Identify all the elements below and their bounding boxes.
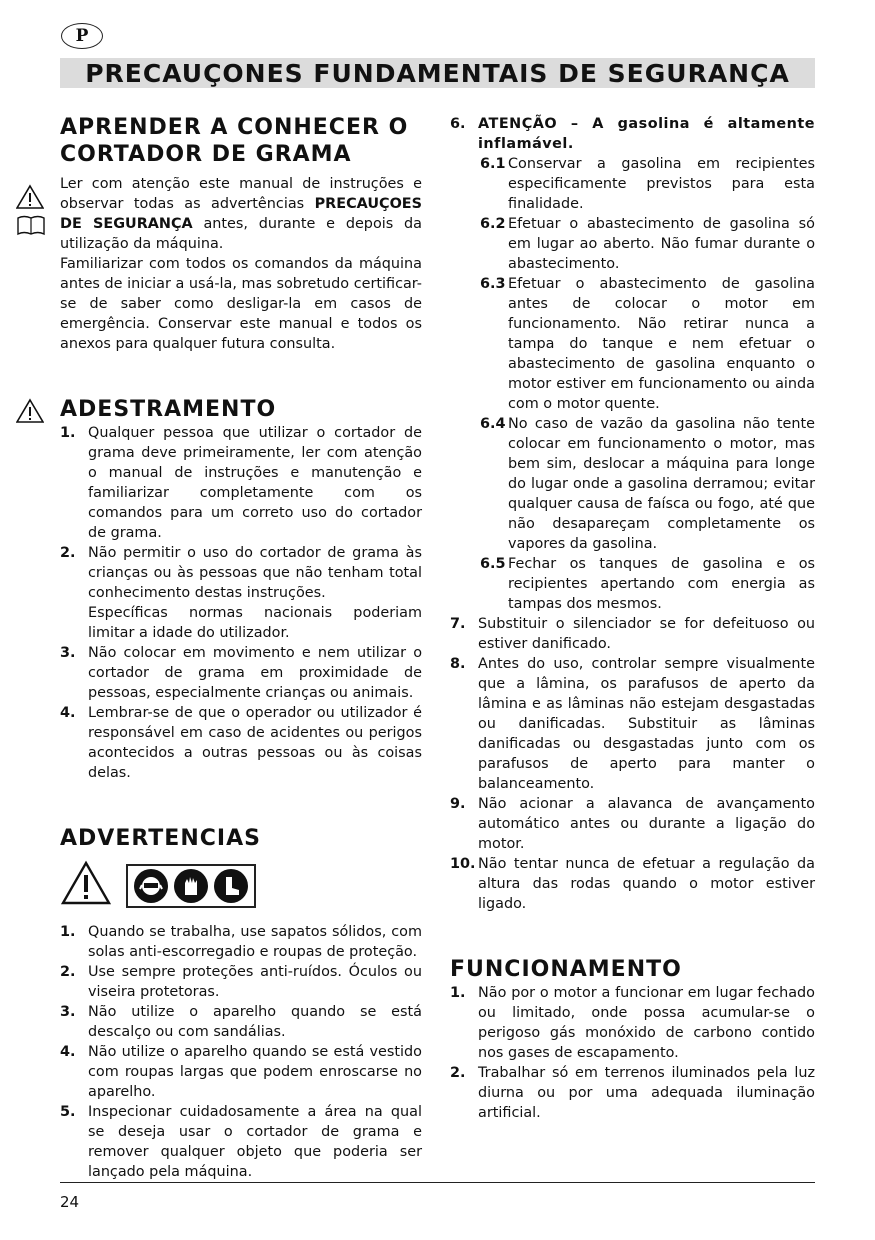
item-text: No caso de vazão da gasolina não tente colocar em funcionamento o motor, mas bem sim, deslocar a máquina para longe do lugar onde a gasolina derramou; evitar qualquer causa de faísca ou fogo, até que não desapareçam completamente os vapores da gasolina. (508, 416, 815, 552)
item-number: 1. (450, 985, 466, 1001)
list-item (60, 643, 422, 703)
warnings-list (60, 922, 422, 1182)
item-number: 9. (450, 796, 466, 812)
item-text: Conservar a gasolina em recipientes especificamente previstos para esta finalidade. (508, 156, 815, 212)
warning-triangle-icon (16, 398, 46, 430)
item-text: Não tentar nunca de efetuar a regulação da altura das rodas quando o motor estiver ligado. (478, 856, 815, 912)
item-text: Substituir o silenciador se for defeituoso ou estiver danificado. (478, 616, 815, 652)
item-text: Qualquer pessoa que utilizar o cortador de grama deve primeiramente, ler com atenção o manual de instruções e manutenção e familiarizar completamente com os comandos para um correto uso do cortador de grama. (88, 425, 422, 541)
list-item (60, 543, 422, 643)
warning-triangle-icon (16, 184, 46, 216)
item-number: 3. (60, 645, 76, 661)
list-item (60, 1102, 422, 1182)
list-item (450, 414, 815, 554)
list-item (450, 154, 815, 214)
ppe-icons-row (60, 860, 422, 912)
page-title: PRECAUÇONES FUNDAMENTAIS DE SEGURANÇA (85, 58, 790, 88)
page-title-bar (60, 58, 815, 88)
item-number: 2. (450, 1065, 466, 1081)
item-number: 2. (60, 964, 76, 980)
warnings-section (60, 825, 422, 1182)
page-number: 24 (60, 1193, 80, 1211)
list-item (60, 703, 422, 783)
item-text: Use sempre proteções anti-ruídos. Óculos ou viseira protetoras. (88, 964, 422, 1000)
item-text: Quando se trabalha, use sapatos sólidos, com solas anti-escorregadio e roupas de proteção. (88, 924, 422, 960)
intro-paragraph-2: Familiarizar com todos os comandos da máquina antes de iniciar a usá-la, mas sobretudo certificar-se de saber como desligar-la em casos de emergência. Conservar este manual e todos os anexos para qualquer futura consulta. (60, 256, 422, 352)
item-number: 6.3 (480, 276, 506, 292)
item-number: 2. (60, 545, 76, 561)
training-list (60, 423, 422, 783)
warnings-heading: ADVERTENCIAS (60, 826, 261, 851)
intro-p1-bold: PRECAUÇOES DE SEGURANÇA (60, 196, 422, 232)
list-item (60, 1042, 422, 1102)
training-section (60, 396, 422, 783)
item-number: 6. (450, 116, 466, 132)
intro-p1-text-a: Ler com atenção este manual de instruções e observar todas as advertências (60, 176, 422, 212)
language-badge: P (61, 23, 103, 49)
list-item (450, 274, 815, 414)
intro-heading-line1: APRENDER A CONHECER O (60, 115, 409, 140)
item-text: Fechar os tanques de gasolina e os recipientes apertando com energia as tampas dos mesmos. (508, 556, 815, 612)
item-text: Não permitir o uso do cortador de grama às crianças ou às pessoas que não tenham total conhecimento destas instruções. (88, 545, 422, 601)
list-item (450, 854, 815, 914)
list-item (60, 962, 422, 1002)
face-protection-icon (134, 869, 168, 903)
intro-section (60, 114, 422, 354)
list-item (60, 922, 422, 962)
operation-list (450, 983, 815, 1123)
item-text: Não colocar em movimento e nem utilizar o cortador de grama em proximidade de pessoas, especialmente crianças ou animais. (88, 645, 422, 701)
item-text: Não acionar a alavanca de avançamento automático antes ou durante a ligação do motor. (478, 796, 815, 852)
intro-heading-line2: CORTADOR DE GRAMA (60, 142, 352, 167)
item-text: Efetuar o abastecimento de gasolina antes de colocar o motor em funcionamento. Não retirar nunca a tampa do tanque e nem efetuar o abastecimento de gasolina enquanto o motor estiver em funcionamento ou ainda com o motor quente. (508, 276, 815, 412)
intro-p1-text-b: antes, durante e depois da utilização da máquina. (60, 216, 422, 252)
item-text: Não utilize o aparelho quando se está descalço ou com sandálias. (88, 1004, 422, 1040)
list-item (450, 983, 815, 1063)
list-item (450, 1063, 815, 1123)
boots-icon (214, 869, 248, 903)
item-extra-text: Específicas normas nacionais poderiam limitar a idade do utilizador. (88, 605, 422, 641)
item-number: 8. (450, 656, 466, 672)
intro-paragraph-1 (60, 174, 422, 254)
training-heading: ADESTRAMENTO (60, 397, 277, 422)
list-item (450, 614, 815, 654)
item-text: Antes do uso, controlar sempre visualmente que a lâmina, os parafusos de aperto da lâmina e as lâminas não estejam desgastadas ou danificadas. Substituir as lâminas danificadas ou desgastadas junto com os parafusos de aperto para manter o balanceamento. (478, 656, 815, 792)
item-text: Trabalhar só em terrenos iluminados pela luz diurna ou por uma adequada iluminação artificial. (478, 1065, 815, 1121)
item-text: Inspecionar cuidadosamente a área na qual se deseja usar o cortador de grama e remover qualquer objeto que poderia ser lançado pela máquina. (88, 1104, 422, 1180)
item-number: 4. (60, 705, 76, 721)
list-item (60, 1002, 422, 1042)
item-number: 5. (60, 1104, 76, 1120)
list-item (450, 214, 815, 274)
item-number: 6.1 (480, 156, 506, 172)
left-column (60, 114, 422, 1182)
item-number: 6.4 (480, 416, 506, 432)
item-text: Não por o motor a funcionar em lugar fechado ou limitado, onde possa acumular-se o perigoso gás monóxido de carbono contido nos gases de escapamento. (478, 985, 815, 1061)
maintenance-list (450, 614, 815, 914)
item-text: Lembrar-se de que o operador ou utilizador é responsável em caso de acidentes ou perigos acontecidos a outras pessoas ou às coisas delas. (88, 705, 422, 781)
ppe-icon-box (126, 864, 256, 908)
fuel-sublist (450, 154, 815, 614)
item-number: 4. (60, 1044, 76, 1060)
operation-heading: FUNCIONAMENTO (450, 957, 682, 982)
item-number: 1. (60, 924, 76, 940)
list-item (60, 423, 422, 543)
item-title: ATENÇÃO – A gasolina é altamente inflamável. (478, 116, 815, 152)
list-item (450, 794, 815, 854)
list-item (450, 654, 815, 794)
fuel-list (450, 114, 815, 154)
footer-divider (60, 1182, 815, 1183)
manual-book-icon (16, 214, 46, 242)
list-item (450, 554, 815, 614)
item-number: 1. (60, 425, 76, 441)
right-column (450, 114, 815, 1123)
gloves-icon (174, 869, 208, 903)
list-item (450, 114, 815, 154)
item-text: Não utilize o aparelho quando se está vestido com roupas largas que podem enroscarse no aparelho. (88, 1044, 422, 1100)
intro-heading (60, 114, 422, 168)
item-number: 6.5 (480, 556, 506, 572)
operation-section (450, 956, 815, 1123)
item-text: Efetuar o abastecimento de gasolina só em lugar ao aberto. Não fumar durante o abastecimento. (508, 216, 815, 272)
item-number: 6.2 (480, 216, 506, 232)
item-number: 3. (60, 1004, 76, 1020)
warning-triangle-icon (60, 860, 112, 912)
item-number: 10. (450, 856, 476, 872)
item-number: 7. (450, 616, 466, 632)
